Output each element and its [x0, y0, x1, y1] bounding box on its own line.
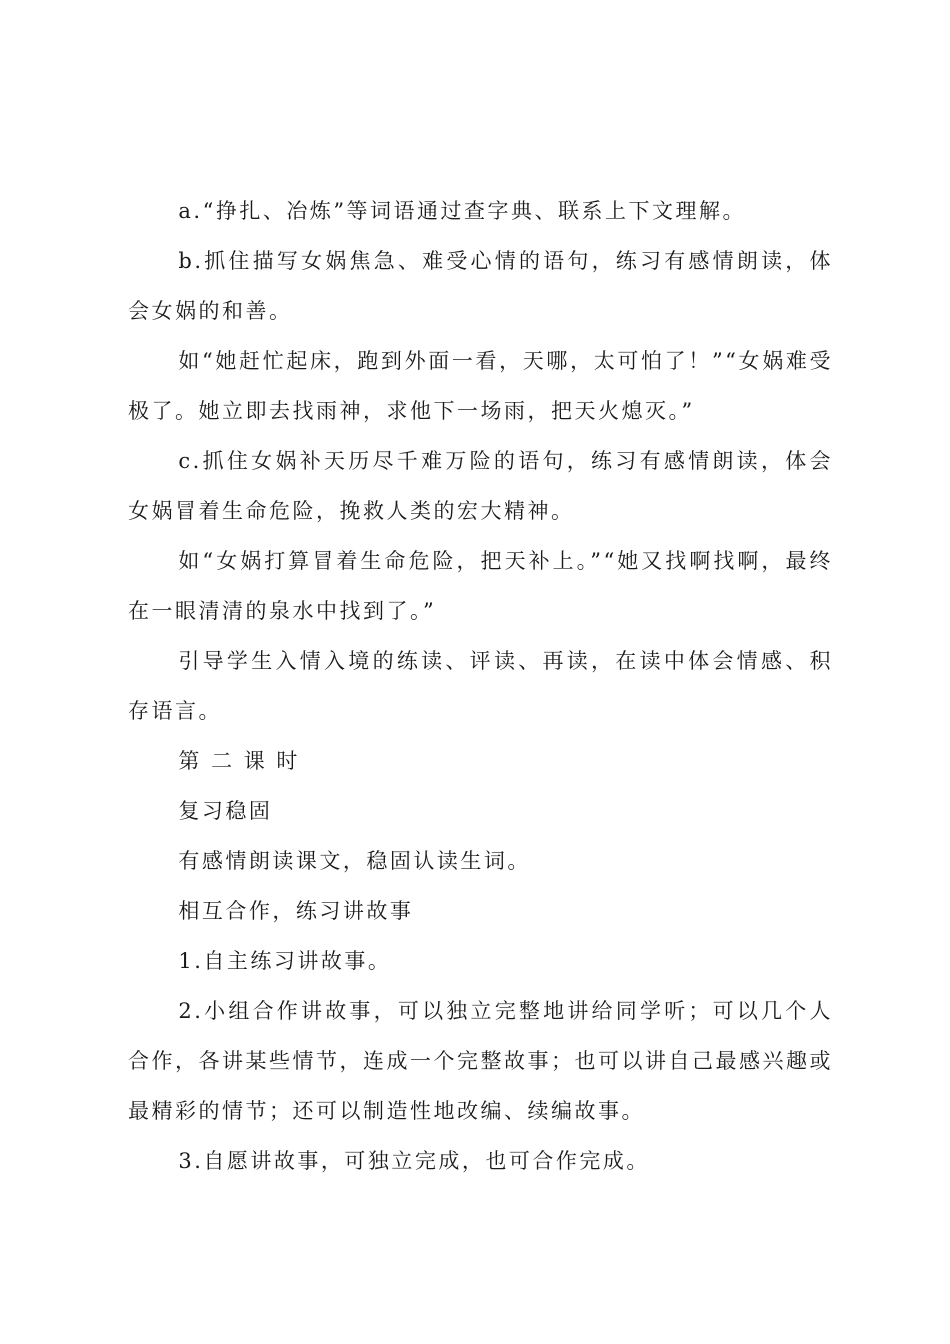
paragraph-guided-reading: 引导学生入情入境的练读、评读、再读，在读中体会情感、积存语言。: [128, 649, 833, 723]
paragraph-review: 有感情朗读课文，稳固认读生词。: [178, 849, 531, 873]
paragraph-example-quote-1: 如“她赶忙起床，跑到外面一看，天哪，太可怕了！”“女娲难受极了。她立即去找雨神，求他下一场雨，把天火熄灭。”: [128, 349, 833, 423]
section-heading-storytelling: 相互合作，练习讲故事: [178, 899, 414, 923]
section-heading-review: 复习稳固: [178, 799, 273, 823]
list-item-3: 3.自愿讲故事，可独立完成，也可合作完成。: [178, 1149, 650, 1173]
document-body: [128, 186, 833, 1186]
paragraph-example-quote-2: 如“女娲打算冒着生命危险，把天补上。”“她又找啊找啊，最终在一眼清清的泉水中找到了。”: [128, 549, 833, 623]
list-item-2: 2.小组合作讲故事，可以独立完整地讲给同学听；可以几个人合作，各讲某些情节，连成一个完整故事；也可以讲自己最感兴趣或最精彩的情节；还可以制造性地改编、续编故事。: [128, 999, 833, 1123]
paragraph-nuwa-hardship: c.抓住女娲补天历尽千难万险的语句，练习有感情朗读，体会女娲冒着生命危险，挽救人类的宏大精神。: [128, 449, 833, 523]
paragraph-nuwa-anxious: b.抓住描写女娲焦急、难受心情的语句，练习有感情朗读，体会女娲的和善。: [128, 249, 833, 323]
paragraph-vocabulary: a.“挣扎、冶炼”等词语通过查字典、联系上下文理解。: [178, 199, 747, 223]
list-item-1: 1.自主练习讲故事。: [178, 949, 392, 973]
lesson-heading: 第 二 课 时: [178, 749, 300, 773]
